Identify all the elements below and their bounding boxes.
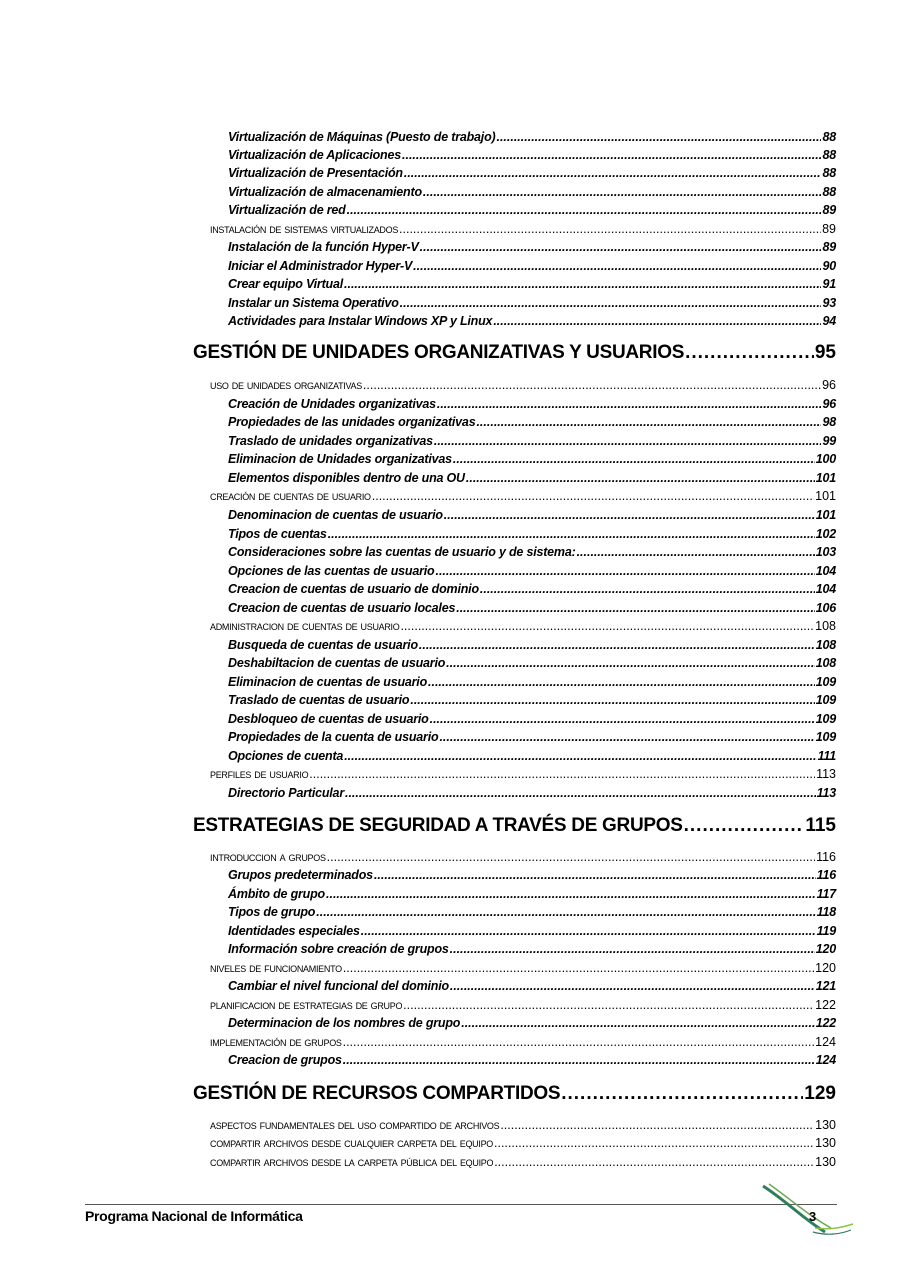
toc-dot-leader xyxy=(328,527,815,541)
toc-entry-page: 116 xyxy=(816,850,836,864)
toc-entry-page: 100 xyxy=(815,452,836,466)
toc-subsection-entry xyxy=(228,148,836,166)
toc-dot-leader xyxy=(361,924,816,938)
toc-dot-leader xyxy=(420,240,822,254)
toc-entry-page: 101 xyxy=(815,489,836,503)
toc-dot-leader xyxy=(476,415,821,429)
toc-dot-leader xyxy=(494,1155,814,1169)
toc-entry-page: 113 xyxy=(816,767,836,781)
toc-entry-page: 130 xyxy=(815,1118,836,1132)
toc-entry-page: 88 xyxy=(822,166,836,180)
toc-section-entry xyxy=(210,998,836,1016)
toc-subsection-entry xyxy=(228,452,836,470)
toc-entry-page: 94 xyxy=(822,314,836,328)
toc-subsection-entry xyxy=(228,675,836,693)
toc-dot-leader xyxy=(410,693,814,707)
toc-subsection-entry xyxy=(228,508,836,526)
toc-dot-leader xyxy=(363,378,821,392)
toc-entry-page: 88 xyxy=(822,148,836,162)
toc-dot-leader xyxy=(413,259,821,273)
toc-section-entry xyxy=(210,1118,836,1136)
toc-subsection-entry xyxy=(228,314,836,332)
toc-dot-leader xyxy=(577,545,815,559)
toc-entry-page: 89 xyxy=(822,203,836,217)
toc-entry-page: 111 xyxy=(817,749,836,763)
toc-dot-leader xyxy=(444,508,815,522)
toc-entry-title: Información sobre creación de grupos xyxy=(228,942,449,956)
toc-entry-page: 118 xyxy=(816,905,836,919)
toc-entry-title: Virtualización de Máquinas (Puesto de trabajo) xyxy=(228,130,496,144)
toc-dot-leader xyxy=(480,582,815,596)
toc-dot-leader xyxy=(343,961,814,975)
toc-dot-leader xyxy=(400,619,814,633)
toc-entry-title: GESTIÓN DE RECURSOS COMPARTIDOS xyxy=(193,1083,561,1104)
toc-entry-title: Directorio Particular xyxy=(228,786,344,800)
toc-entry-page: 101 xyxy=(815,508,836,522)
toc-entry-page: 91 xyxy=(822,277,836,291)
toc-entry-page: 95 xyxy=(814,342,836,363)
toc-dot-leader xyxy=(423,185,822,199)
toc-subsection-entry xyxy=(228,277,836,295)
toc-entry-title: instalación de sistemas virtualizados xyxy=(210,222,399,236)
toc-entry-page: 120 xyxy=(815,961,836,975)
toc-entry-title: implementación de grupos xyxy=(210,1035,342,1049)
toc-dot-leader xyxy=(684,815,805,837)
toc-entry-title: perfiles de usuario xyxy=(210,767,309,781)
toc-entry-page: 96 xyxy=(822,378,836,392)
toc-subsection-entry xyxy=(228,749,836,767)
toc-entry-page: 124 xyxy=(815,1035,836,1049)
toc-subsection-entry xyxy=(228,166,836,184)
toc-section-entry xyxy=(210,378,836,396)
toc-subsection-entry xyxy=(228,564,836,582)
toc-entry-title: creación de cuentas de usuario xyxy=(210,489,371,503)
toc-subsection-entry xyxy=(228,638,836,656)
toc-dot-leader xyxy=(561,1083,803,1105)
toc-dot-leader xyxy=(494,1136,814,1150)
footer-rule xyxy=(85,1204,837,1205)
toc-dot-leader xyxy=(347,203,822,217)
toc-entry-page: 130 xyxy=(815,1136,836,1150)
toc-entry-page: 109 xyxy=(815,730,836,744)
toc-subsection-entry xyxy=(228,259,836,277)
toc-entry-title: Crear equipo Virtual xyxy=(228,277,344,291)
toc-entry-page: 99 xyxy=(822,434,836,448)
toc-entry-title: Busqueda de cuentas de usuario xyxy=(228,638,418,652)
toc-entry-title: Cambiar el nivel funcional del dominio xyxy=(228,979,449,993)
toc-subsection-entry xyxy=(228,730,836,748)
toc-dot-leader xyxy=(453,452,815,466)
toc-entry-page: 93 xyxy=(822,296,836,310)
toc-subsection-entry xyxy=(228,979,836,997)
toc-subsection-entry xyxy=(228,924,836,942)
toc-dot-leader xyxy=(327,850,815,864)
toc-entry-page: 117 xyxy=(816,887,836,901)
toc-entry-page: 130 xyxy=(815,1155,836,1169)
toc-dot-leader xyxy=(434,434,822,448)
toc-dot-leader xyxy=(372,489,814,503)
toc-subsection-entry xyxy=(228,712,836,730)
toc-chapter-entry xyxy=(193,815,836,841)
toc-subsection-entry xyxy=(228,185,836,203)
footer-program-name: Programa Nacional de Informática xyxy=(85,1208,303,1224)
toc-dot-leader xyxy=(400,296,822,310)
toc-entry-title: Deshabiltacion de cuentas de usuario xyxy=(228,656,446,670)
toc-chapter-entry xyxy=(193,342,836,368)
toc-entry-page: 115 xyxy=(805,815,836,836)
toc-subsection-entry xyxy=(228,786,836,804)
toc-entry-title: planificacion de estrategias de grupo xyxy=(210,998,403,1012)
toc-entry-title: Eliminacion de cuentas de usuario xyxy=(228,675,428,689)
toc-entry-title: Propiedades de las unidades organizativas xyxy=(228,415,476,429)
toc-entry-title: Opciones de las cuentas de usuario xyxy=(228,564,435,578)
toc-dot-leader xyxy=(437,397,822,411)
toc-section-entry xyxy=(210,619,836,637)
toc-dot-leader xyxy=(493,314,821,328)
toc-entry-page: 108 xyxy=(815,656,836,670)
toc-entry-page: 88 xyxy=(822,185,836,199)
toc-entry-title: Instalación de la función Hyper-V xyxy=(228,240,419,254)
toc-subsection-entry xyxy=(228,905,836,923)
toc-entry-page: 102 xyxy=(815,527,836,541)
toc-entry-title: Virtualización de red xyxy=(228,203,346,217)
toc-entry-page: 108 xyxy=(815,638,836,652)
toc-dot-leader xyxy=(343,1035,815,1049)
toc-entry-title: Denominacion de cuentas de usuario xyxy=(228,508,443,522)
toc-dot-leader xyxy=(456,601,815,615)
toc-entry-page: 106 xyxy=(815,601,836,615)
toc-entry-title: compartir archivos desde la carpeta pública del equipo xyxy=(210,1155,494,1169)
toc-entry-title: Opciones de cuenta xyxy=(228,749,344,763)
toc-dot-leader xyxy=(374,868,816,882)
toc-entry-title: Determinacion de los nombres de grupo xyxy=(228,1016,461,1030)
toc-entry-title: Virtualización de Aplicaciones xyxy=(228,148,401,162)
toc-subsection-entry xyxy=(228,434,836,452)
toc-entry-title: administracion de cuentas de usuario xyxy=(210,619,400,633)
toc-entry-page: 120 xyxy=(815,942,836,956)
toc-entry-title: Iniciar el Administrador Hyper-V xyxy=(228,259,413,273)
toc-entry-title: aspectos fundamentales del uso compartido de archivos xyxy=(210,1118,500,1132)
toc-entry-title: niveles de funcionamiento xyxy=(210,961,342,975)
toc-entry-page: 122 xyxy=(815,1016,836,1030)
toc-entry-page: 103 xyxy=(815,545,836,559)
toc-dot-leader xyxy=(419,638,815,652)
toc-entry-title: Ámbito de grupo xyxy=(228,887,325,901)
toc-entry-page: 88 xyxy=(822,130,836,144)
toc-dot-leader xyxy=(450,979,815,993)
toc-entry-page: 124 xyxy=(815,1053,836,1067)
toc-entry-title: ESTRATEGIAS DE SEGURIDAD A TRAVÉS DE GRUPOS xyxy=(193,815,683,836)
toc-entry-title: Propiedades de la cuenta de usuario xyxy=(228,730,439,744)
toc-dot-leader xyxy=(435,564,814,578)
footer-page-number: 3 xyxy=(809,1209,817,1224)
toc-entry-page: 104 xyxy=(815,564,836,578)
toc-dot-leader xyxy=(439,730,814,744)
toc-entry-title: Traslado de unidades organizativas xyxy=(228,434,433,448)
toc-subsection-entry xyxy=(228,130,836,148)
toc-dot-leader xyxy=(309,767,815,781)
toc-section-entry xyxy=(210,1136,836,1154)
toc-subsection-entry xyxy=(228,693,836,711)
toc-dot-leader xyxy=(326,887,816,901)
toc-subsection-entry xyxy=(228,656,836,674)
toc-subsection-entry xyxy=(228,601,836,619)
toc-entry-title: GESTIÓN DE UNIDADES ORGANIZATIVAS Y USUARIOS xyxy=(193,342,685,363)
toc-subsection-entry xyxy=(228,582,836,600)
toc-entry-page: 101 xyxy=(815,471,836,485)
toc-dot-leader xyxy=(344,277,821,291)
toc-dot-leader xyxy=(450,942,815,956)
toc-subsection-entry xyxy=(228,1053,836,1071)
toc-section-entry xyxy=(210,222,836,240)
toc-section-entry xyxy=(210,489,836,507)
toc-entry-page: 122 xyxy=(815,998,836,1012)
toc-entry-title: Virtualización de almacenamiento xyxy=(228,185,422,199)
toc-entry-title: Creacion de cuentas de usuario de dominio xyxy=(228,582,479,596)
toc-entry-title: uso de unidades organizativas xyxy=(210,378,362,392)
toc-dot-leader xyxy=(446,656,815,670)
toc-entry-page: 109 xyxy=(815,693,836,707)
toc-subsection-entry xyxy=(228,868,836,886)
toc-entry-page: 98 xyxy=(822,415,836,429)
toc-entry-page: 116 xyxy=(816,868,836,882)
toc-subsection-entry xyxy=(228,296,836,314)
toc-section-entry xyxy=(210,767,836,785)
toc-dot-leader xyxy=(316,905,815,919)
toc-entry-page: 113 xyxy=(816,786,836,800)
toc-dot-leader xyxy=(685,342,814,364)
toc-subsection-entry xyxy=(228,1016,836,1034)
toc-entry-page: 96 xyxy=(822,397,836,411)
toc-dot-leader xyxy=(428,675,815,689)
toc-entry-title: Traslado de cuentas de usuario xyxy=(228,693,410,707)
toc-entry-page: 109 xyxy=(815,675,836,689)
toc-entry-page: 108 xyxy=(815,619,836,633)
toc-dot-leader xyxy=(496,130,821,144)
toc-subsection-entry xyxy=(228,397,836,415)
toc-dot-leader xyxy=(343,1053,815,1067)
toc-dot-leader xyxy=(403,998,814,1012)
toc-entry-title: Creacion de grupos xyxy=(228,1053,342,1067)
toc-entry-title: Desbloqueo de cuentas de usuario xyxy=(228,712,429,726)
toc-entry-title: compartir archivos desde cualquier carpeta del equipo xyxy=(210,1136,493,1150)
toc-subsection-entry xyxy=(228,942,836,960)
toc-entry-title: Elementos disponibles dentro de una OU xyxy=(228,471,465,485)
toc-entry-title: introduccion a grupos xyxy=(210,850,326,864)
toc-subsection-entry xyxy=(228,471,836,489)
toc-section-entry xyxy=(210,1155,836,1173)
toc-entry-page: 89 xyxy=(822,222,836,236)
toc-entry-page: 121 xyxy=(815,979,836,993)
toc-entry-title: Identidades especiales xyxy=(228,924,360,938)
toc-dot-leader xyxy=(404,166,822,180)
toc-entry-title: Creacion de cuentas de usuario locales xyxy=(228,601,456,615)
toc-dot-leader xyxy=(430,712,815,726)
toc-subsection-entry xyxy=(228,203,836,221)
toc-entry-page: 104 xyxy=(815,582,836,596)
toc-entry-page: 119 xyxy=(816,924,836,938)
toc-dot-leader xyxy=(345,786,816,800)
toc-entry-title: Tipos de grupo xyxy=(228,905,316,919)
toc-subsection-entry xyxy=(228,415,836,433)
toc-section-entry xyxy=(210,850,836,868)
toc-dot-leader xyxy=(500,1118,814,1132)
toc-dot-leader xyxy=(402,148,821,162)
toc-subsection-entry xyxy=(228,545,836,563)
leaf-logo-icon xyxy=(755,1180,855,1240)
toc-entry-title: Grupos predeterminados xyxy=(228,868,373,882)
toc-dot-leader xyxy=(344,749,816,763)
toc-entry-title: Consideraciones sobre las cuentas de usuario y de sistema: xyxy=(228,545,576,559)
toc-entry-page: 109 xyxy=(815,712,836,726)
toc-chapter-entry xyxy=(193,1083,836,1109)
toc-section-entry xyxy=(210,961,836,979)
toc-entry-title: Tipos de cuentas xyxy=(228,527,327,541)
toc-dot-leader xyxy=(466,471,815,485)
toc-entry-title: Actividades para Instalar Windows XP y Linux xyxy=(228,314,493,328)
toc-entry-page: 90 xyxy=(822,259,836,273)
toc-entry-title: Eliminacion de Unidades organizativas xyxy=(228,452,452,466)
toc-dot-leader xyxy=(399,222,821,236)
toc-subsection-entry xyxy=(228,527,836,545)
toc-entry-title: Creación de Unidades organizativas xyxy=(228,397,436,411)
toc-entry-title: Virtualización de Presentación xyxy=(228,166,403,180)
toc-entry-page: 129 xyxy=(804,1083,836,1104)
toc-subsection-entry xyxy=(228,887,836,905)
toc-dot-leader xyxy=(461,1016,815,1030)
toc-subsection-entry xyxy=(228,240,836,258)
toc-entry-title: Instalar un Sistema Operativo xyxy=(228,296,399,310)
toc-entry-page: 89 xyxy=(822,240,836,254)
toc-section-entry xyxy=(210,1035,836,1053)
